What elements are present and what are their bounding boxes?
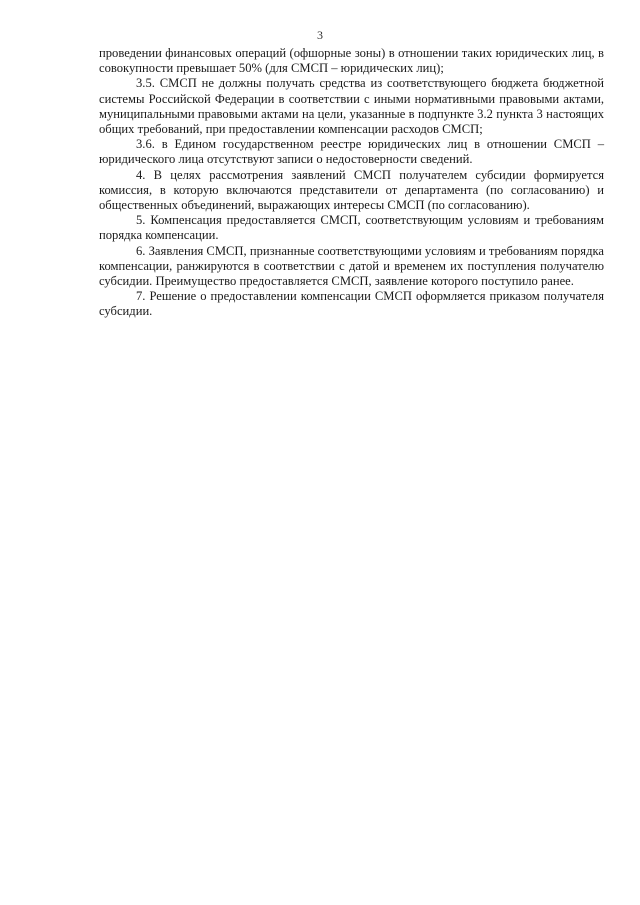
- paragraph-5: 5. Компенсация предоставляется СМСП, соответствующим условиям и требованиям порядка компенсации.: [99, 213, 604, 243]
- paragraph-continuation: проведении финансовых операций (офшорные зоны) в отношении таких юридических лиц, в совокупности превышает 50% (для СМСП – юридических лиц);: [99, 46, 604, 76]
- paragraph-3-5: 3.5. СМСП не должны получать средства из соответствующего бюджета бюджетной системы Российской Федерации в соответствии с иными нормативными правовыми актами, муниципальными правовыми актами на цели, указанные в подпункте 3.2 пункта 3 настоящих общих требований, при предоставлении компенсации расходов СМСП;: [99, 76, 604, 137]
- paragraph-4: 4. В целях рассмотрения заявлений СМСП получателем субсидии формируется комиссия, в которую включаются представители от департамента (по согласованию) и общественных объединений, выражающих интересы СМСП (по согласованию).: [99, 167, 604, 213]
- document-body: [99, 46, 604, 320]
- page-number: 3: [317, 28, 323, 42]
- paragraph-7: 7. Решение о предоставлении компенсации СМСП оформляется приказом получателя субсидии.: [99, 289, 604, 319]
- paragraph-3-6: 3.6. в Едином государственном реестре юридических лиц в отношении СМСП – юридического лица отсутствуют записи о недостоверности сведений.: [99, 137, 604, 167]
- paragraph-6: 6. Заявления СМСП, признанные соответствующими условиям и требованиям порядка компенсации, ранжируются в соответствии с датой и временем их поступления получателю субсидии. Преимущество предоставляется СМСП, заявление которого поступило ранее.: [99, 243, 604, 289]
